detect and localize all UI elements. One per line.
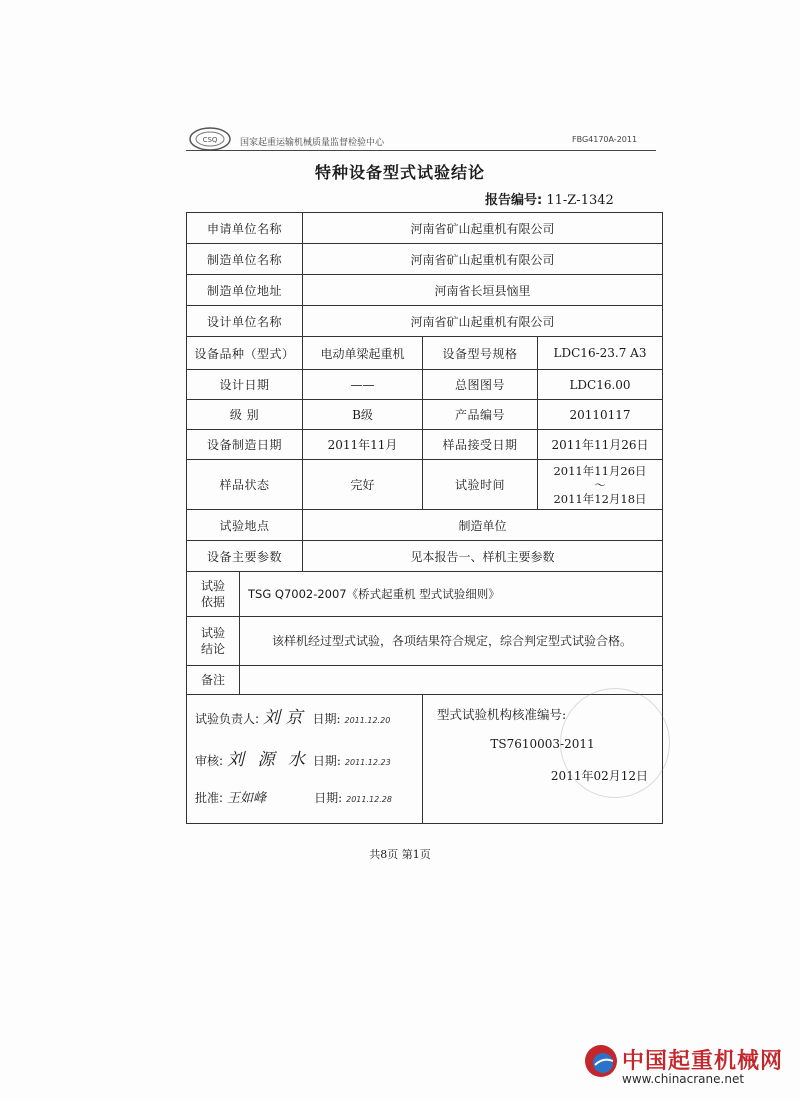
review-date: 2011.12.23: [344, 758, 391, 767]
row-designer: [187, 306, 663, 337]
cell-value: LDC16.00: [538, 370, 663, 400]
responsible-date-label: 日期:: [312, 712, 341, 726]
conclusion-label-a: 试验: [200, 626, 225, 640]
cell-value: 制造单位: [303, 510, 663, 541]
cell-value: 2011年11月26日: [538, 430, 663, 460]
cell-label: 试验时间: [423, 460, 538, 510]
responsible-date: 2011.12.20: [344, 716, 391, 725]
row-conclusion: [187, 617, 663, 666]
row-sample-status: [187, 460, 663, 510]
conclusion-value: 该样机经过型式试验，各项结果符合规定，综合判定型式试验合格。: [272, 634, 633, 648]
row-mfg-date: [187, 430, 663, 460]
cell-value: B级: [303, 400, 423, 430]
row-design-date: [187, 370, 663, 400]
faint-official-seal: [560, 688, 670, 798]
row-remarks: [187, 666, 663, 695]
center-name: 国家起重运输机械质量监督检验中心: [240, 138, 385, 148]
cell-label: 样品状态: [187, 460, 303, 510]
approve-line: [195, 787, 392, 806]
test-period-to: 2011年12月18日: [553, 491, 647, 506]
cell-value: 河南省长垣县恼里: [303, 275, 663, 306]
report-number: [485, 189, 614, 208]
report-number-value: 11-Z-1342: [546, 193, 614, 208]
approve-signature: 王如峰: [227, 791, 267, 806]
report-number-label: 报告编号:: [485, 193, 543, 208]
row-main-params: [187, 541, 663, 572]
watermark-url[interactable]: www.chinacrane.net: [622, 1072, 745, 1086]
row-variety: [187, 337, 663, 370]
conclusion-label-b: 结论: [200, 642, 225, 656]
cell-value: 河南省矿山起重机有限公司: [303, 213, 663, 244]
row-basis: [187, 572, 663, 617]
review-label: 审核:: [195, 754, 224, 768]
cell-label: 总图图号: [423, 370, 538, 400]
basis-value: TSG Q7002-2007《桥式起重机 型式试验细则》: [248, 587, 500, 601]
row-address: [187, 275, 663, 306]
review-signature: 刘 源 水: [227, 750, 309, 770]
cell-label: 申请单位名称: [187, 213, 303, 244]
form-code: FBG4170A-2011: [572, 135, 638, 144]
cell-label: 产品编号: [423, 400, 538, 430]
watermark-site-name: 中国起重机械网: [622, 1049, 784, 1074]
cell-label: 设备主要参数: [187, 541, 303, 572]
cell-value: 20110117: [538, 400, 663, 430]
cell-value: LDC16-23.7 A3: [538, 337, 663, 370]
inspection-center-logo: [188, 126, 232, 152]
conclusion-cell: [187, 617, 663, 666]
page-footer: 共8页 第1页: [369, 848, 431, 861]
cell-label: 试验地点: [187, 510, 303, 541]
row-applicant: [187, 213, 663, 244]
cell-value: 河南省矿山起重机有限公司: [303, 306, 663, 337]
responsible-signature: 刘 京: [263, 708, 303, 728]
row-manufacturer: [187, 244, 663, 275]
cell-label: 设备制造日期: [187, 430, 303, 460]
approval-no-label: 型式试验机构核准编号:: [437, 707, 567, 722]
conclusion-label: [187, 617, 240, 665]
page-title: 特种设备型式试验结论: [314, 163, 485, 182]
responsible-line: [195, 703, 390, 728]
cell-label: 制造单位地址: [187, 275, 303, 306]
cell-value: 完好: [303, 460, 423, 510]
basis-label: [187, 572, 240, 616]
row-test-site: [187, 510, 663, 541]
approval-no: TS7610003-2011: [490, 737, 595, 751]
approve-date-label: 日期:: [314, 791, 343, 805]
row-grade: [187, 400, 663, 430]
basis-cell: [187, 572, 663, 617]
cell-label: 设备型号规格: [423, 337, 538, 370]
cell-value: 2011年11月: [303, 430, 423, 460]
svg-text:CSQ: CSQ: [202, 136, 218, 144]
cell-label: 设备品种（型式）: [187, 337, 303, 370]
cell-value: ——: [303, 370, 423, 400]
cell-value: 见本报告一、样机主要参数: [303, 541, 663, 572]
header-rule: [186, 150, 656, 151]
basis-label-a: 试验: [200, 579, 225, 593]
remarks-label: 备注: [187, 666, 240, 694]
review-line: [195, 745, 391, 770]
approve-date: 2011.12.28: [346, 795, 392, 804]
remarks-cell: [187, 666, 663, 695]
test-period-separator: ～: [594, 477, 606, 492]
chinacrane-globe-logo: [583, 1043, 619, 1079]
test-period-from: 2011年11月26日: [553, 463, 647, 478]
responsible-label: 试验负责人:: [195, 712, 260, 726]
cell-value: 电动单梁起重机: [303, 337, 423, 370]
review-date-label: 日期:: [312, 754, 341, 768]
cell-value: 河南省矿山起重机有限公司: [303, 244, 663, 275]
basis-label-b: 依据: [200, 595, 225, 609]
signature-cell: [187, 695, 423, 824]
cell-label: 级 别: [187, 400, 303, 430]
cell-label: 样品接受日期: [423, 430, 538, 460]
cell-label: 设计日期: [187, 370, 303, 400]
cell-test-period: [538, 460, 663, 510]
cell-label: 设计单位名称: [187, 306, 303, 337]
cell-label: 制造单位名称: [187, 244, 303, 275]
approve-label: 批准:: [195, 791, 224, 805]
approval-date: 2011年02月12日: [550, 769, 649, 783]
